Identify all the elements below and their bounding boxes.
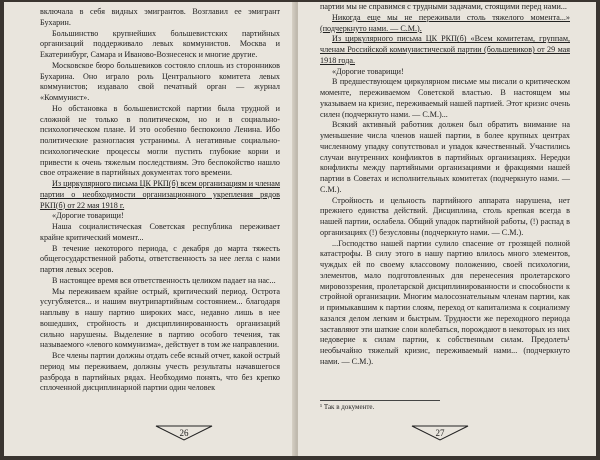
paragraph: Большинство крупнейших большевистских партийных организаций поддерживало левых коммунистов. Москва и Екатеринбург, Самара и Иваново-Вознесенск и многие другие.	[40, 28, 280, 59]
page-number-text: 26	[179, 428, 189, 438]
paragraph: ...Господство нашей партии сулило спасение от грозящей полной катастрофы. В силу этого в нашу партию влилось много элементов, чуждых ей по своему классовому положению, своей психологии, элементов, мало подготовленных для перенесения пролетарского мировоззрения, пролетарской дисциплинированности и способности к стройной организации. Многим малосознательным членам партии, как и примыкавшим к партии слоям, переход от капитализма к социализму казался делом легким и быстрым. Трудности же переходного периода заставляют эти шаткие слои колебаться, порождают в некоторых из них недоверие к силам партии, к собственным силам. Предолеть¹ необычайно тяжелый кризис, переживаемый нами... (подчеркнуто нами. — С.М.).	[320, 238, 570, 366]
paragraph: Всякий активный работник должен был обратить внимание на уменьшение числа членов нашей партии, в более крупных центрах численному упадку сопутствовал и упадок качественный. Участились случаи внутренних конфликтов в партийных организациях. Нередки конфликты между партийными организациями и фракциями нашей партии в Советах и исполнительных комитетах (подчеркнуто нами. — С.М.).	[320, 120, 570, 194]
quote-paragraph: Все члены партии должны отдать себе ясный отчет, какой острый период мы переживаем, должны учесть результаты начавшегося разброда в партийных рядах. Необходимо понять, что без крепко сплоченной дисциплинарной партии один человек	[40, 351, 280, 393]
quote-paragraph: «Дорогие товарищи!	[52, 211, 124, 221]
page-number-text: 27	[435, 428, 445, 438]
paragraph: партии мы не справимся с трудными задачами, стоящими перед нами...	[320, 2, 567, 11]
right-page	[298, 2, 596, 456]
quote-intro: Из циркулярного письма ЦК РКП(б) «Всем комитетам, группам, членам Российской коммунистической партии (большевиков) от 29 мая 1918 года.	[320, 34, 570, 65]
paragraph: «Дорогие товарищи!	[332, 66, 404, 76]
paragraph: Московское бюро большевиков состояло сплошь из сторонников Бухарина. Оно играло роль Центрального комитета левых коммунистов; издавало свой печатный орган — журнал «Коммунист».	[40, 60, 280, 102]
footnote: ¹ Так в документе.	[320, 400, 440, 411]
quote-intro: Из циркулярного письма ЦК РКП(б) всем организациям и членам партии о необходимости организационного укрепления рядов РКП(б) от 22 мая 1918 г.	[40, 179, 281, 210]
paragraph: Никогда еще мы не переживали столь тяжелого момента...» (подчеркнуто нами. — С.М.).	[320, 12, 570, 33]
left-page	[4, 2, 297, 456]
quote-paragraph: Наша социалистическая Советская республика переживает крайне критический момент...	[40, 222, 280, 242]
paragraph: Стройность и цельность партийного аппарата нарушена, нет прежнего единства действий. Дисциплина, столь крепкая всегда в нашей партии, ослабела. Общий упадок партийной работы, (!) распад в организациях (!) безусловны (подчеркнуто нами. — С.М.).	[320, 195, 570, 237]
page-number-right	[410, 424, 470, 442]
book-spread	[4, 2, 596, 456]
left-page-text	[40, 7, 280, 394]
paragraph: Но обстановка в большевистской партии была трудной и сложной не только в политическом, но и в социально-психологическом плане. И это особенно беспокоило Ленина. Ибо политические разногласия устранимы. А негативные социально-психологические процессы могли пустить глубокие корни и привести к очень тяжелым последствиям. Это беспокойство нашло свое отражение в партийных документах того времени.	[40, 103, 280, 178]
quote-paragraph: Мы переживаем крайне острый, критический период. Острота усугубляется... и нашим внутрипартийным состоянием... благодаря наплыву в нашу партию широких масс, недавно лишь в нее вошедших, стройность и дисциплинированность организаций сильно нарушены. Выделение в партию особого течения, так называемого «левого коммунизма», действует в том же направлении.	[40, 286, 280, 350]
paragraph: включала в себя видных эмигрантов. Возглавил ее эмигрант Бухарин.	[40, 7, 280, 27]
right-page-text	[320, 2, 570, 368]
page-number-left	[154, 424, 214, 442]
paragraph: В предшествующем циркулярном письме мы писали о критическом моменте, переживаемом Советской властью. В настоящем мы указываем на кризис, переживаемый нашей партией. Этот кризис очень силен (подчеркнуто нами. — С.М.)...	[320, 77, 570, 119]
quote-paragraph: В течение некоторого периода, с декабря до марта тяжесть общегосударственной работы, ответственность за нее легла с нами партия левых эсеров.	[40, 243, 280, 274]
quote-paragraph: В настоящее время вся ответственность целиком падает на нас...	[52, 275, 276, 285]
